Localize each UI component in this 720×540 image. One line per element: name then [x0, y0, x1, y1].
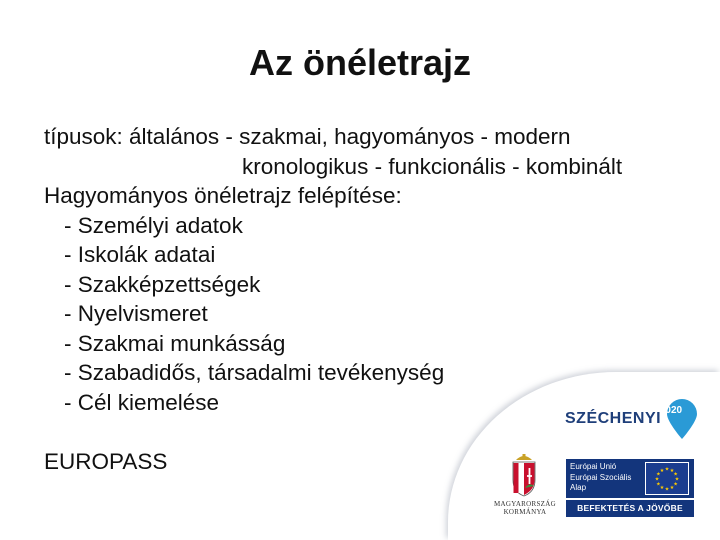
structure-item: - Iskolák adatai — [64, 242, 216, 267]
svg-text:★: ★ — [656, 471, 661, 478]
structure-item: - Cél kiemelése — [64, 389, 220, 415]
coat-of-arms-icon — [510, 452, 538, 498]
structure-item: - Szakmai munkásság — [64, 330, 286, 356]
structure-item: - Személyi adatok — [64, 212, 243, 238]
europass-label: EUROPASS — [44, 448, 168, 474]
svg-text:★: ★ — [673, 471, 678, 478]
kormany-label — [492, 500, 558, 516]
structure-heading: Hagyományos önéletrajz felépítése: — [44, 183, 402, 208]
svg-text:★: ★ — [669, 467, 675, 474]
eu-stars-icon — [646, 463, 688, 494]
structure-item: - Nyelvismeret — [64, 301, 208, 326]
types-line-2: kronologikus - funkcionális - kombinált — [242, 153, 623, 179]
svg-text:★: ★ — [659, 467, 665, 474]
invest-banner — [566, 500, 694, 517]
svg-text:★: ★ — [654, 476, 660, 483]
svg-text:★: ★ — [674, 476, 680, 483]
svg-text:★: ★ — [664, 486, 670, 493]
svg-text:★: ★ — [664, 466, 670, 473]
types-line-1: típusok: általános - szakmai, hagyományos - modern — [44, 124, 571, 149]
svg-text:★: ★ — [673, 481, 678, 488]
svg-text:★: ★ — [656, 481, 661, 488]
svg-text:★: ★ — [669, 485, 675, 492]
invest-label: BEFEKTETÉS A JÖVŐBE — [577, 503, 683, 513]
slide-title: Az önéletrajz — [248, 42, 472, 83]
svg-text:★: ★ — [659, 485, 665, 492]
kormany-line: MAGYARORSZÁG — [494, 500, 556, 508]
szechenyi-label: SZÉCHENYI — [565, 410, 662, 427]
eu-line: Európai Szociális — [570, 472, 632, 482]
szechenyi-year: 2020 — [659, 405, 683, 416]
structure-item: - Szakképzettségek — [64, 271, 261, 297]
eu-line: Alap — [570, 483, 587, 492]
eu-line: Európai Unió — [570, 462, 617, 471]
eu-fund-text — [570, 462, 631, 494]
structure-item: - Szabadidős, társadalmi tevékenység — [64, 360, 445, 385]
eu-fund-box — [566, 459, 694, 498]
kormany-line: KORMÁNYA — [503, 508, 547, 516]
eu-flag-icon — [645, 462, 689, 495]
